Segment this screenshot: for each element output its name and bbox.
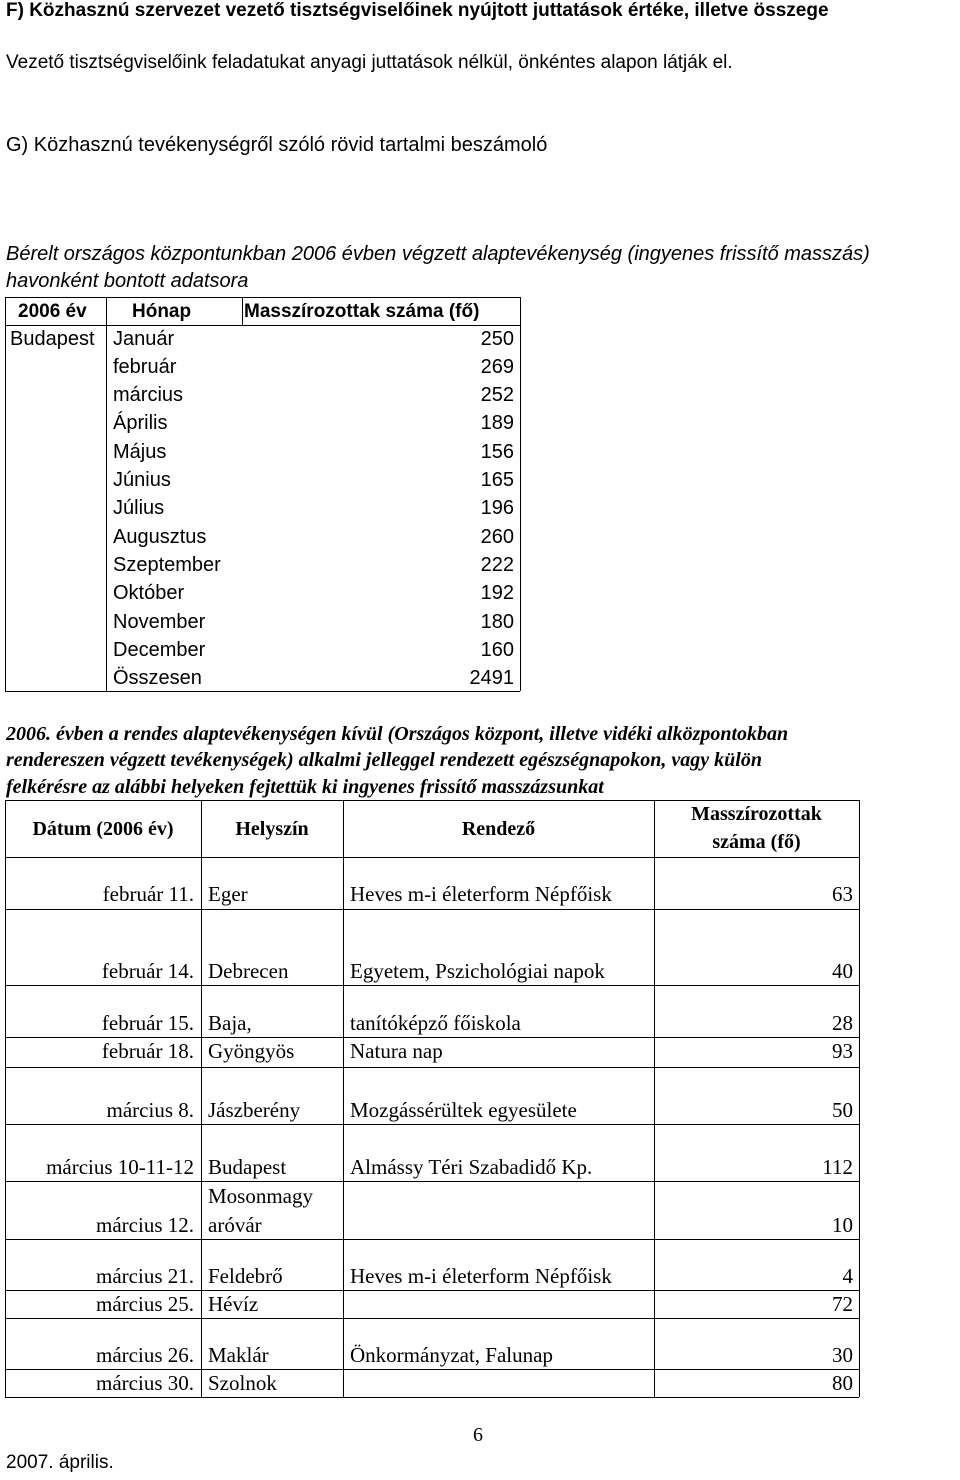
event-date: február 15. xyxy=(101,1011,194,1035)
monthly-row-count: 156 xyxy=(480,441,514,463)
monthly-row-month: Augusztus xyxy=(113,526,207,548)
events-intro-line-1: 2006. évben a rendes alaptevékenységen kívül (Országos központ, illetve vidéki alközpontokban xyxy=(6,723,789,745)
monthly-row-month: március xyxy=(113,384,184,406)
events-intro-line-2: rendereszen végzett tevékenységek) alkalmi jelleggel rendezett egészségnapokon, vagy külön xyxy=(6,749,762,771)
event-organizer: Natura nap xyxy=(350,1039,443,1063)
monthly-intro-line-2: havonként bontott adatsora xyxy=(6,270,249,292)
event-count: 93 xyxy=(832,1039,853,1063)
monthly-row-count: 189 xyxy=(480,412,514,434)
event-place: Baja, xyxy=(208,1011,252,1035)
event-organizer: Heves m-i életerform Népfőisk xyxy=(350,882,612,906)
event-date: március 26. xyxy=(96,1343,194,1367)
monthly-row-count: 196 xyxy=(480,497,514,519)
event-count: 63 xyxy=(832,882,853,906)
event-place: Hévíz xyxy=(208,1292,259,1316)
monthly-row-month: November xyxy=(113,611,206,633)
monthly-row-count: 160 xyxy=(480,639,514,661)
monthly-row-count: 2491 xyxy=(469,667,514,689)
events-header-place: Helyszín xyxy=(235,818,309,840)
events-header-date: Dátum (2006 év) xyxy=(32,818,174,840)
event-date: február 11. xyxy=(102,882,194,906)
monthly-row-month: Szeptember xyxy=(113,554,221,576)
event-count: 112 xyxy=(822,1155,853,1179)
monthly-row-month: Összesen xyxy=(113,667,202,689)
event-place: Szolnok xyxy=(208,1371,277,1395)
event-count: 10 xyxy=(832,1213,853,1237)
event-organizer: tanítóképző főiskola xyxy=(350,1011,521,1035)
event-place: Debrecen xyxy=(208,959,289,983)
monthly-row-count: 222 xyxy=(480,554,514,576)
monthly-location: Budapest xyxy=(10,328,95,350)
page-number: 6 xyxy=(473,1424,483,1446)
monthly-row-month: Július xyxy=(113,497,165,519)
monthly-row-month: Április xyxy=(113,412,168,434)
events-intro-line-3: felkérésre az alábbi helyeken fejtettük ki ingyenes frissítő masszázsunkat xyxy=(6,776,604,798)
event-place: Maklár xyxy=(208,1343,269,1367)
monthly-row-count: 250 xyxy=(480,328,514,350)
event-count: 4 xyxy=(842,1264,853,1288)
monthly-intro-line-1: Bérelt országos központunkban 2006 évben végzett alaptevékenység (ingyenes frissítő masszás) xyxy=(6,243,870,265)
footer-date: 2007. április. xyxy=(6,1452,114,1473)
event-organizer: Almássy Téri Szabadidő Kp. xyxy=(350,1155,593,1179)
monthly-row-count: 260 xyxy=(480,526,514,548)
monthly-row-month: Október xyxy=(113,582,185,604)
event-count: 30 xyxy=(832,1343,853,1367)
event-count: 80 xyxy=(832,1371,853,1395)
event-organizer: Mozgássérültek egyesülete xyxy=(350,1098,577,1122)
event-place-line-2: aróvár xyxy=(208,1213,262,1237)
monthly-row-count: 192 xyxy=(480,582,514,604)
event-place: Feldebrő xyxy=(208,1264,283,1288)
monthly-row-count: 165 xyxy=(480,469,514,491)
event-count: 72 xyxy=(832,1292,853,1316)
monthly-row-month: Június xyxy=(113,469,171,491)
monthly-header-count: Masszírozottak száma (fő) xyxy=(244,301,480,322)
event-organizer: Heves m-i életerform Népfőisk xyxy=(350,1264,612,1288)
event-count: 28 xyxy=(832,1011,853,1035)
events-header-organizer: Rendező xyxy=(461,818,536,840)
events-header-count-line-2: száma (fő) xyxy=(712,831,801,853)
event-date: február 18. xyxy=(101,1039,194,1063)
monthly-row-count: 180 xyxy=(480,611,514,633)
section-g-title: G) Közhasznú tevékenységről szóló rövid tartalmi beszámoló xyxy=(6,134,548,156)
event-place: Budapest xyxy=(208,1155,287,1179)
monthly-row-month: Május xyxy=(113,441,167,463)
monthly-row-month: február xyxy=(113,356,177,378)
section-f-title: F) Közhasznú szervezet vezető tisztségviselőinek nyújtott juttatások értéke, illetve összege xyxy=(6,0,829,21)
event-organizer: Önkormányzat, Falunap xyxy=(350,1343,553,1367)
event-date: március 10-11-12 xyxy=(46,1155,194,1179)
monthly-row-month: Január xyxy=(113,328,175,350)
event-place: Jászberény xyxy=(208,1098,301,1122)
event-date: február 14. xyxy=(101,959,194,983)
event-organizer: Egyetem, Pszichológiai napok xyxy=(350,959,605,983)
monthly-row-month: December xyxy=(113,639,206,661)
event-count: 50 xyxy=(832,1098,853,1122)
monthly-header-year: 2006 év xyxy=(18,301,87,322)
event-place: Eger xyxy=(208,882,248,906)
monthly-row-count: 252 xyxy=(480,384,514,406)
event-count: 40 xyxy=(832,959,853,983)
monthly-row-count: 269 xyxy=(480,356,514,378)
event-date: március 25. xyxy=(96,1292,194,1316)
section-f-text: Vezető tisztségviselőink feladatukat anyagi juttatások nélkül, önkéntes alapon látják el. xyxy=(6,52,733,73)
events-header-count-line-1: Masszírozottak xyxy=(691,803,822,825)
event-place: Gyöngyös xyxy=(208,1039,295,1063)
event-date: március 12. xyxy=(96,1213,194,1237)
event-date: március 30. xyxy=(96,1371,194,1395)
event-date: március 21. xyxy=(96,1264,194,1288)
event-date: március 8. xyxy=(106,1098,194,1122)
monthly-header-month: Hónap xyxy=(132,301,192,322)
event-place: Mosonmagy xyxy=(208,1184,313,1208)
